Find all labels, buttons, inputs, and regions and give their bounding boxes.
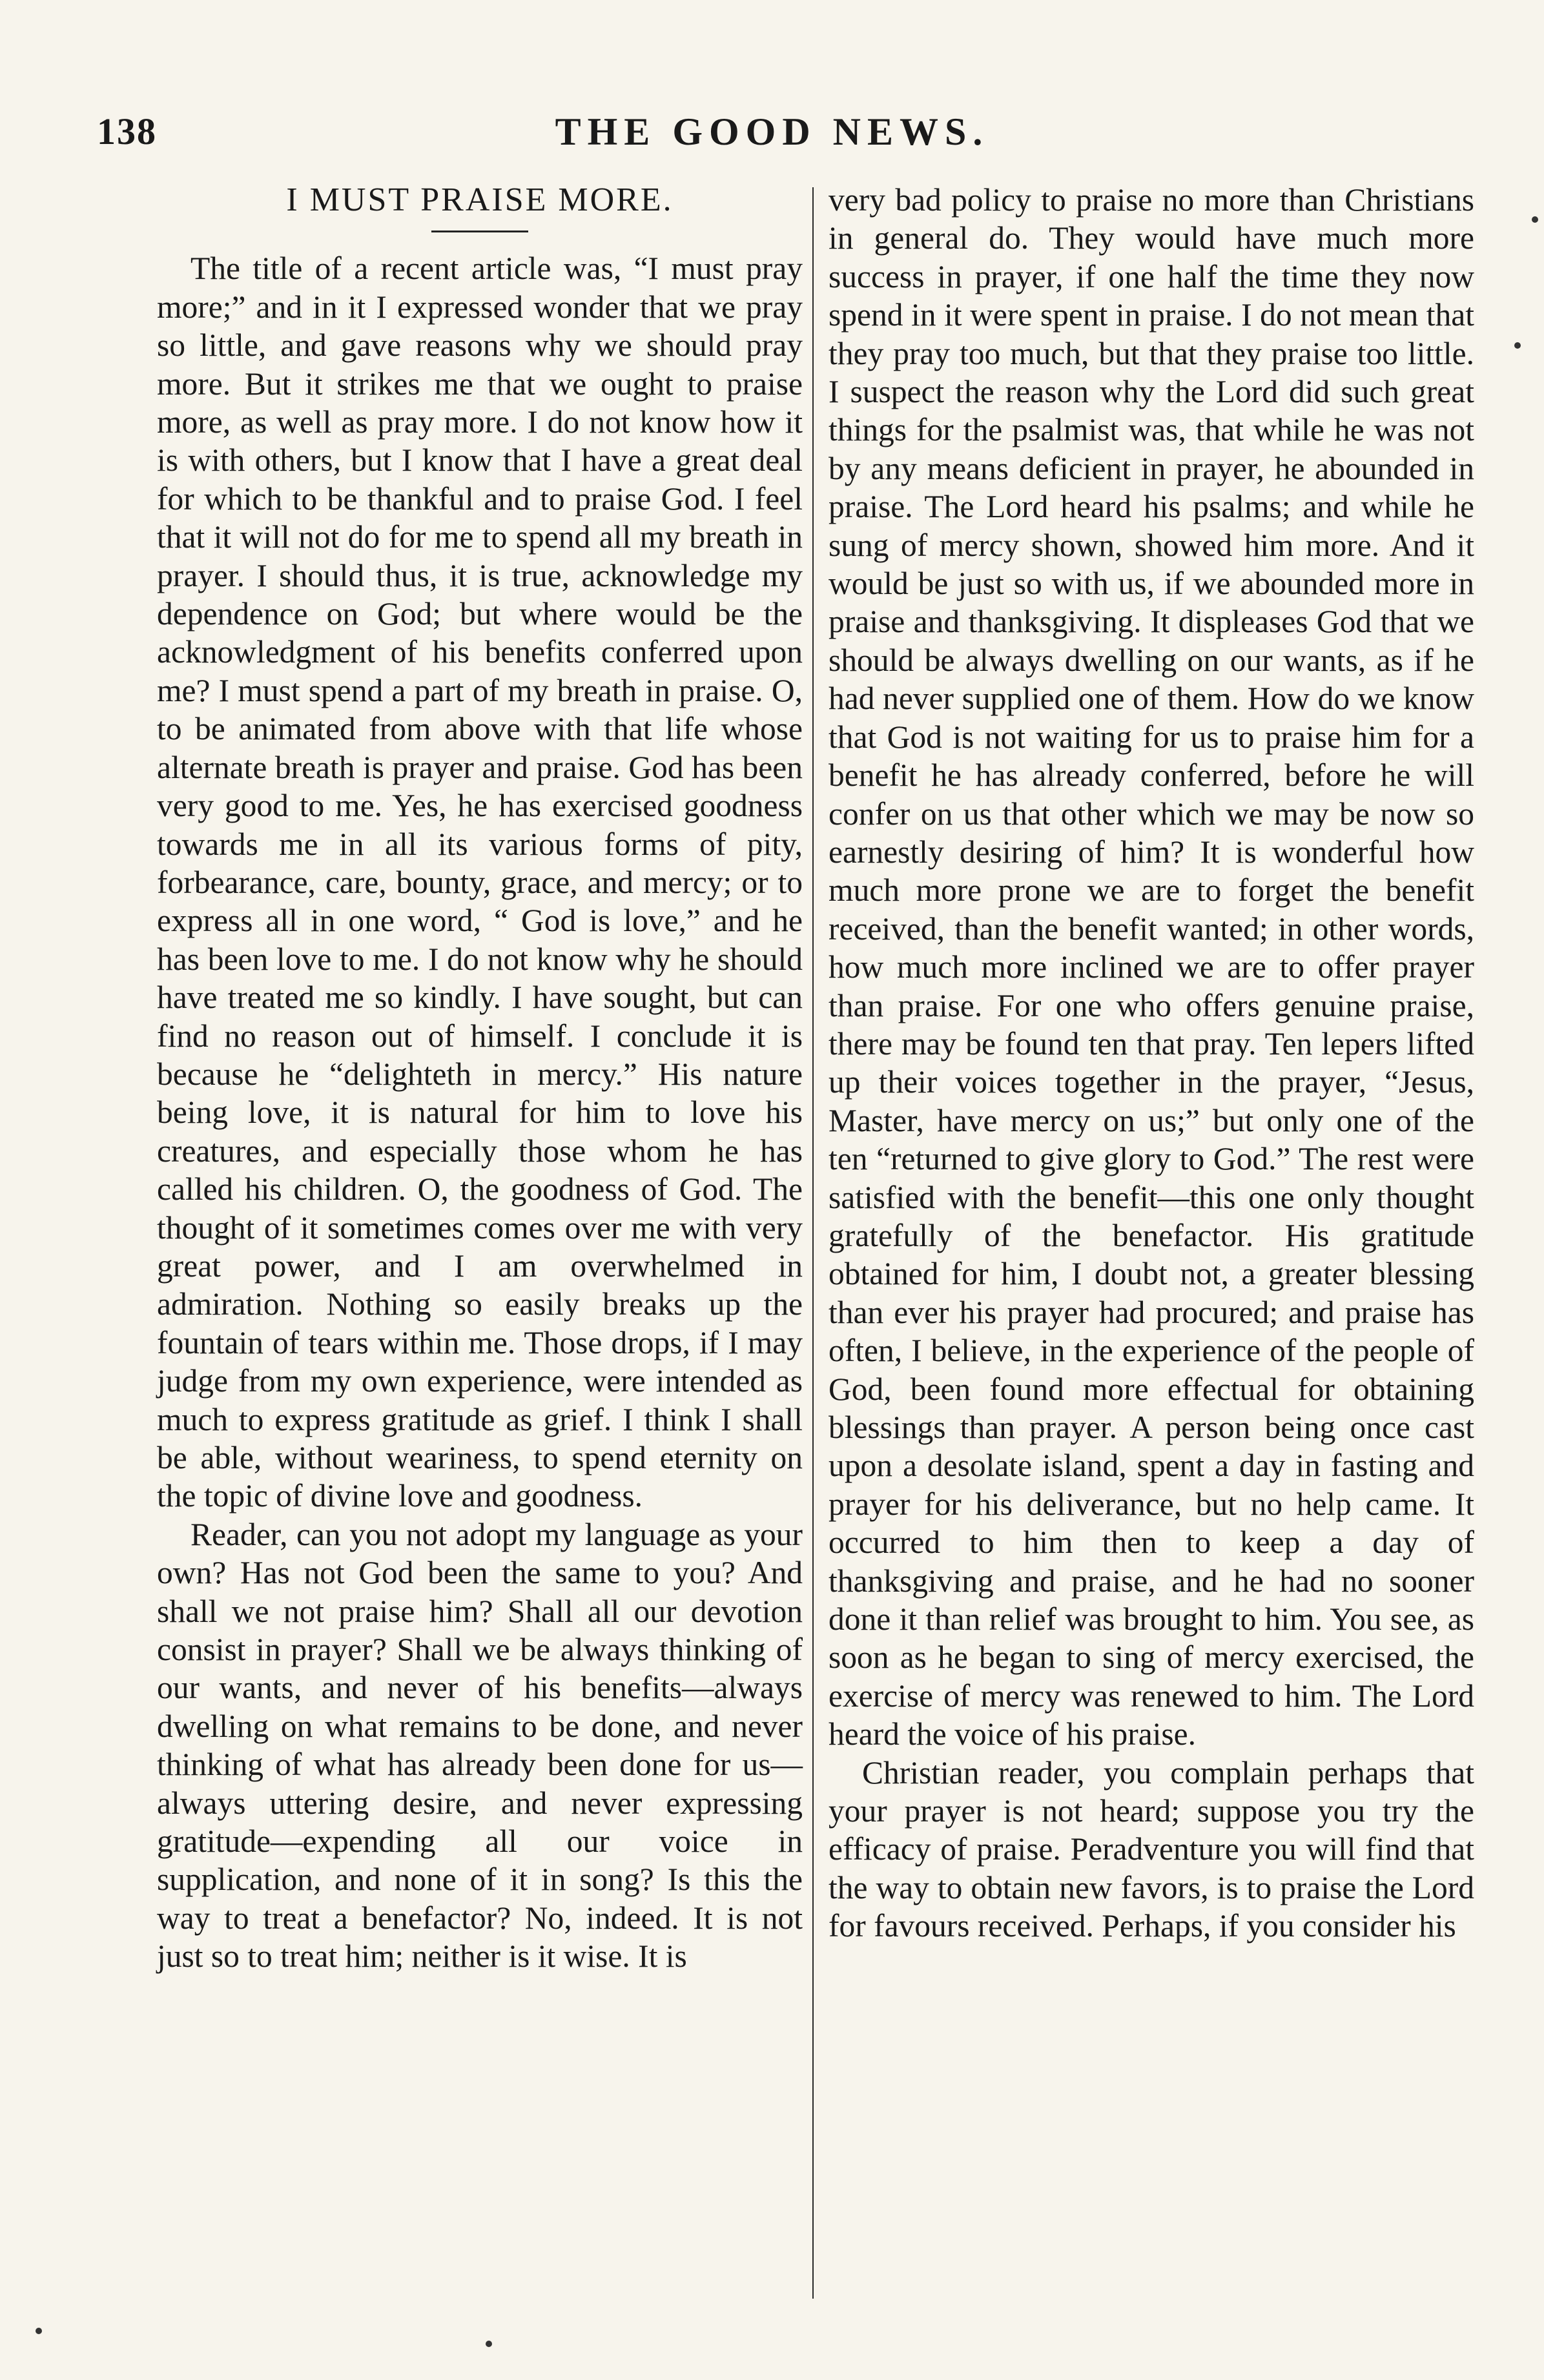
paragraph: The title of a recent article was, “I must pray more;” and in it I expressed wonder that we pray so little, and gave reasons why we should pray more. But it strikes me that we ought to praise more, as well as pray more. I do not know how it is with others, but I know that I have a great deal for which to be thankful and to praise God. I feel that it will not do for me to spend all my breath in prayer. I should thus, it is true, acknowledge my dependence on God; but where would be the acknowledgment of his benefits conferred upon me? I must spend a part of my breath in praise. O, to be animated from above with that life whose alternate breath is prayer and praise. God has been very good to me. Yes, he has exercised goodness towards me in all its various forms of pity, forbearance, care, bounty, grace, and mercy; or to express all in one word, “ God is love,” and he has been love to me. I do not know why he should have treated me so kindly. I have sought, but can find no reason out of himself. I conclude it is because he “delighteth in mercy.” His nature being love, it is natural for him to love his creatures, and especially those whom he has called his children. O, the goodness of God. The thought of it sometimes comes over me with very great power, and I am overwhelmed in admiration. Nothing so easily breaks up the fountain of tears within me. Those drops, if I may judge from my own experience, were intended as much to express gratitude as grief. I think I shall be able, without weariness, to spend eternity on the topic of divine love and goodness. — [157, 251, 803, 1514]
running-head: THE GOOD NEWS. — [555, 110, 989, 153]
ink-speck — [486, 2341, 492, 2347]
paragraph: Christian reader, you complain perhaps that your prayer is not heard; suppose you try the efficacy of praise. Peradventure you will find that the way to obtain new favors, is to praise the Lord for favours received. Perhaps, if you consider his — [829, 1754, 1474, 1944]
left-column — [157, 181, 803, 1976]
column-divider — [812, 187, 814, 2299]
ink-speck — [36, 2328, 42, 2334]
page-number: 138 — [97, 110, 157, 152]
title-rule — [431, 231, 528, 232]
ink-speck — [1514, 342, 1521, 349]
ink-speck — [1532, 216, 1538, 223]
right-column — [829, 181, 1474, 1945]
paragraph: very bad policy to praise no more than Christians in general do. They would have much more success in prayer, if one half the time they now spend in it were spent in praise. I do not mean that they pray too much, but that they praise too little. I suspect the reason why the Lord did such great things for the psalmist was, that while he was not by any means deficient in prayer, he abounded in praise. The Lord heard his psalms; and while he sung of mercy shown, showed him more. And it would be just so with us, if we abounded more in praise and thanksgiving. It displeases God that we should be always dwelling on our wants, as if he had never supplied one of them. How do we know that God is not waiting for us to praise him for a benefit he has already conferred, before he will confer on us that other which we may be now so earnestly desiring of him? It is wonderful how much more prone we are to forget the benefit received, than the benefit wanted; in other words, how much more inclined we are to offer prayer than praise. For one who offers genuine praise, there may be found ten that pray. Ten lepers lifted up their voices together in the prayer, “Jesus, Master, have mercy on us;” but only one of the ten “returned to give glory to God.” The rest were satisfied with the benefit—this one only thought gratefully of the benefactor. His gratitude obtained for him, I doubt not, a greater blessing than ever his prayer had procured; and praise has often, I believe, in the experience of the people of God, been found more effectual for obtaining blessings than prayer. A person being once cast upon a desolate island, spent a day in fasting and prayer for his deliverance, but no help came. It occurred to him then to keep a day of thanksgiving and praise, and he had no sooner done it than relief was brought to him. You see, as soon as he began to sing of mercy exercised, the exercise of mercy was renewed to him. The Lord heard the voice of his praise. — [829, 182, 1474, 1752]
paragraph: Reader, can you not adopt my language as your own? Has not God been the same to you? And shall we not praise him? Shall all our devotion consist in prayer? Shall we be always thinking of our wants, and never of his benefits—always dwelling on what remains to be done, and never thinking of what has already been done for us—always uttering desire, and never expressing gratitude—expending all our voice in supplication, and none of it in song? Is this the way to treat a benefactor? No, indeed. It is not just so to treat him; neither is it wise. It is — [157, 1516, 803, 1975]
article-title: I MUST PRAISE MORE. — [286, 181, 674, 218]
